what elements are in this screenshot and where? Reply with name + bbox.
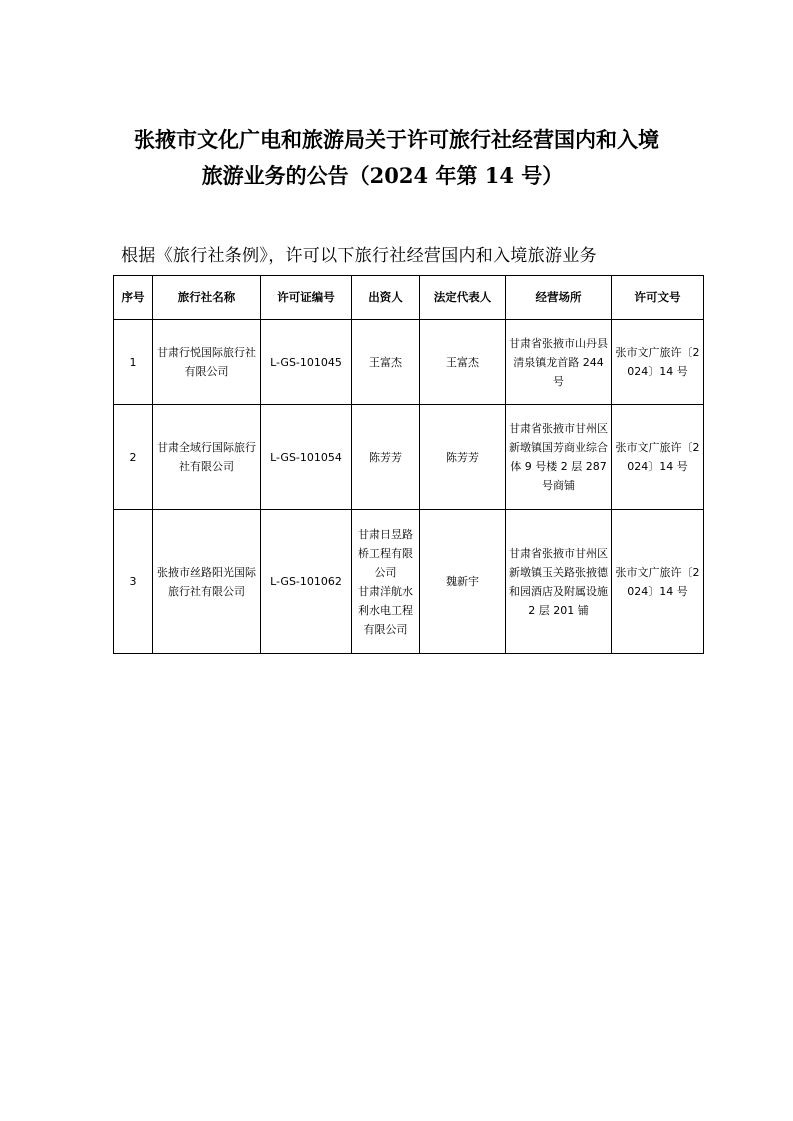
cell-license-no: L-GS-101062 xyxy=(261,510,352,654)
investor-entry: 甘肃日昱路桥工程有限公司 xyxy=(358,527,413,579)
cell-legal-rep: 王富杰 xyxy=(420,320,506,405)
announcement-title-line1: 张掖市文化广电和旅游局关于许可旅行社经营国内和入境 xyxy=(134,127,659,152)
header-legal-rep: 法定代表人 xyxy=(420,276,506,320)
cell-seq: 2 xyxy=(114,405,153,510)
table-row xyxy=(114,405,704,510)
cell-doc-no: 张市文广旅许〔2024〕14 号 xyxy=(612,510,704,654)
cell-seq: 3 xyxy=(114,510,153,654)
cell-license-no: L-GS-101045 xyxy=(261,320,352,405)
cell-investor: 王富杰 xyxy=(352,320,420,405)
cell-legal-rep: 魏新宇 xyxy=(420,510,506,654)
cell-doc-no: 张市文广旅许〔2024〕14 号 xyxy=(612,320,704,405)
table-row xyxy=(114,320,704,405)
cell-investor: 陈芳芳 xyxy=(352,405,420,510)
cell-seq: 1 xyxy=(114,320,153,405)
cell-doc-no: 张市文广旅许〔2024〕14 号 xyxy=(612,405,704,510)
intro-paragraph: 根据《旅行社条例》，许可以下旅行社经营国内和入境旅游业务 xyxy=(121,246,597,266)
header-doc-no: 许可文号 xyxy=(612,276,704,320)
header-investor: 出资人 xyxy=(352,276,420,320)
announcement-title-line2: 旅游业务的公告（2024 年第 14 号） xyxy=(201,163,564,188)
table-header-row xyxy=(114,276,704,320)
cell-investor xyxy=(352,510,420,654)
header-license-no: 许可证编号 xyxy=(261,276,352,320)
header-name: 旅行社名称 xyxy=(153,276,261,320)
investor-entry: 甘肃洋航水利水电工程有限公司 xyxy=(358,584,413,636)
license-table xyxy=(113,275,704,654)
cell-legal-rep: 陈芳芳 xyxy=(420,405,506,510)
cell-license-no: L-GS-101054 xyxy=(261,405,352,510)
header-address: 经营场所 xyxy=(506,276,612,320)
cell-address: 甘肃省张掖市山丹县清泉镇龙首路 244 号 xyxy=(506,320,612,405)
header-seq: 序号 xyxy=(114,276,153,320)
cell-address: 甘肃省张掖市甘州区新墩镇玉关路张掖德和园酒店及附属设施 2 层 201 铺 xyxy=(506,510,612,654)
cell-address: 甘肃省张掖市甘州区新墩镇国芳商业综合体 9 号楼 2 层 287 号商铺 xyxy=(506,405,612,510)
table-row xyxy=(114,510,704,654)
cell-name: 张掖市丝路阳光国际旅行社有限公司 xyxy=(153,510,261,654)
cell-name: 甘肃全域行国际旅行社有限公司 xyxy=(153,405,261,510)
cell-name: 甘肃行悦国际旅行社有限公司 xyxy=(153,320,261,405)
